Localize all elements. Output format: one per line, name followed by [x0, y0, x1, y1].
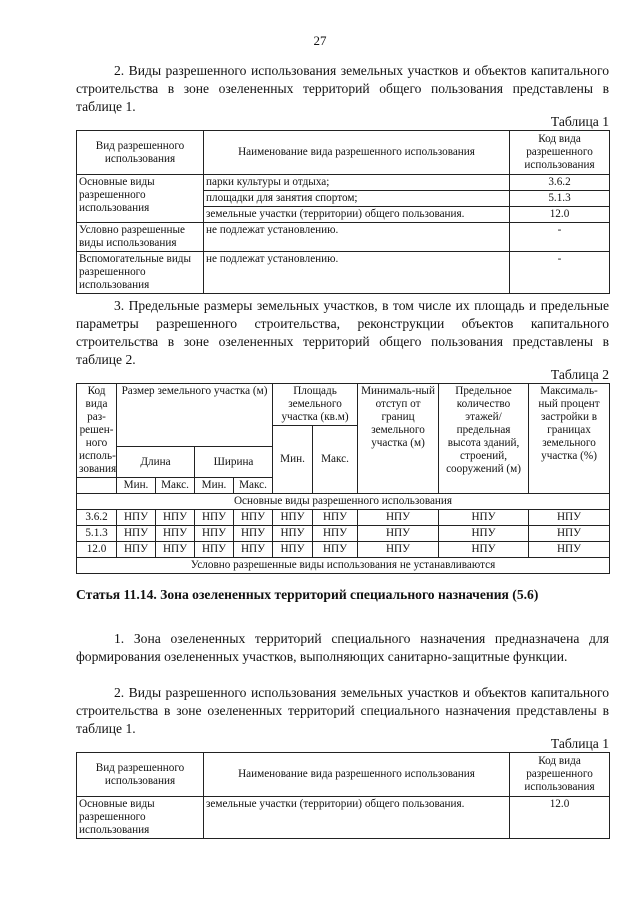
table1b-group-main: Основные виды разрешенного использования	[77, 797, 204, 839]
table1-row-name: площадки для занятия спортом;	[204, 191, 510, 207]
table2-cell: НПУ	[439, 526, 529, 542]
table2-header-code: Код вида раз-решен-ного исполь-зования	[77, 384, 117, 478]
table1-group-conditional: Условно разрешенные виды использования	[77, 223, 204, 252]
table2-cell-code: 3.6.2	[77, 510, 117, 526]
table2-header-width-min: Мин.	[195, 478, 234, 494]
table2-cell: НПУ	[273, 542, 313, 558]
table2-header-area-min: Мин.	[273, 426, 313, 494]
table2-cell: НПУ	[156, 542, 195, 558]
table1-group-auxiliary: Вспомогательные виды разрешенного использования	[77, 252, 204, 294]
page-number: 27	[313, 33, 327, 48]
table1-row-code: -	[510, 223, 610, 252]
table2-cell: НПУ	[234, 542, 273, 558]
table1b-header-name: Наименование вида разрешенного использования	[204, 753, 510, 797]
table2-header-length: Длина	[117, 447, 195, 478]
table1-header-type: Вид разрешенного использования	[77, 131, 204, 175]
table2-cell: НПУ	[529, 510, 610, 526]
table1-header-code: Код вида разрешенного использования	[510, 131, 610, 175]
table1-caption: Таблица 1	[550, 114, 609, 129]
table2-cell: НПУ	[117, 510, 156, 526]
table2-cell: НПУ	[117, 542, 156, 558]
table1b-uses	[76, 752, 610, 839]
table2-main-uses-title: Основные виды разрешенного использования	[77, 494, 610, 510]
table2-header-width-max: Макс.	[234, 478, 273, 494]
table2-header-code-cont	[77, 478, 117, 494]
table1b-header-code: Код вида разрешенного использования	[510, 753, 610, 797]
paragraph-special-uses: 2. Виды разрешенного использования земельных участков и объектов капитального строительства в зоне озелененных территорий специального назначения представлены в таблице 1.	[76, 685, 609, 736]
table2-cell: НПУ	[358, 542, 439, 558]
table1-uses	[76, 130, 610, 294]
table2-header-percent: Максималь-ный процент застройки в границах земельного участка (%)	[529, 384, 610, 494]
table2-cell: НПУ	[529, 542, 610, 558]
table2-cell: НПУ	[195, 526, 234, 542]
table2-cell: НПУ	[195, 542, 234, 558]
table2-cell: НПУ	[313, 510, 358, 526]
table2-limits	[76, 383, 610, 574]
table2-cell: НПУ	[529, 526, 610, 542]
table2-cell: НПУ	[313, 542, 358, 558]
paragraph-zone-uses: 2. Виды разрешенного использования земельных участков и объектов капитального строительства в зоне озелененных территорий общего пользования представлены в таблице 1.	[76, 63, 609, 114]
table2-cell: НПУ	[358, 510, 439, 526]
table2-cell: НПУ	[156, 510, 195, 526]
table2-cell: НПУ	[439, 542, 529, 558]
table2-header-area-max: Макс.	[313, 426, 358, 494]
table-row	[77, 526, 610, 542]
table2-cell: НПУ	[358, 526, 439, 542]
table1-row-code: 5.1.3	[510, 191, 610, 207]
table1b-caption: Таблица 1	[550, 736, 609, 751]
table1b-header-type: Вид разрешенного использования	[77, 753, 204, 797]
table1-row-name: земельные участки (территории) общего пользования.	[204, 207, 510, 223]
table-row	[77, 510, 610, 526]
table2-header-length-min: Мин.	[117, 478, 156, 494]
table2-cell: НПУ	[234, 510, 273, 526]
table1-row-name: не подлежат установлению.	[204, 252, 510, 294]
table1-row-code: 12.0	[510, 207, 610, 223]
table2-cell: НПУ	[234, 526, 273, 542]
table1-row-code: -	[510, 252, 610, 294]
table2-cell-code: 12.0	[77, 542, 117, 558]
table2-cell-code: 5.1.3	[77, 526, 117, 542]
table1-row-name: парки культуры и отдыха;	[204, 175, 510, 191]
table2-cell: НПУ	[273, 510, 313, 526]
table1-header-name: Наименование вида разрешенного использования	[204, 131, 510, 175]
table1-row-code: 3.6.2	[510, 175, 610, 191]
table2-cell: НПУ	[439, 510, 529, 526]
table1-row-name: не подлежат установлению.	[204, 223, 510, 252]
paragraph-limits: 3. Предельные размеры земельных участков, в том числе их площадь и предельные параметры разрешенного строительства, реконструкции объектов капитального строительства в зоне озелененных территорий общего пользования представлены в таблице 2.	[76, 298, 609, 367]
table2-header-offset: Минималь-ный отступ от границ земельного участка (м)	[358, 384, 439, 494]
table2-cell: НПУ	[156, 526, 195, 542]
table2-cell: НПУ	[313, 526, 358, 542]
table2-header-size: Размер земельного участка (м)	[117, 384, 273, 447]
article-title: Статья 11.14. Зона озелененных территорий специального назначения (5.6)	[76, 587, 539, 602]
table1b-row-code: 12.0	[510, 797, 610, 839]
table2-footer-note: Условно разрешенные виды использования не устанавливаются	[77, 558, 610, 574]
table1-group-main: Основные виды разрешенного использования	[77, 175, 204, 223]
table2-cell: НПУ	[117, 526, 156, 542]
table2-header-area: Площадь земельного участка (кв.м)	[273, 384, 358, 426]
table2-cell: НПУ	[273, 526, 313, 542]
table1b-row-name: земельные участки (территории) общего пользования.	[204, 797, 510, 839]
table2-header-floors: Предельное количество этажей/ предельная высота зданий, строений, сооружений (м)	[439, 384, 529, 494]
table-row	[77, 542, 610, 558]
table2-header-width: Ширина	[195, 447, 273, 478]
table2-caption: Таблица 2	[550, 367, 609, 382]
table2-header-length-max: Макс.	[156, 478, 195, 494]
paragraph-zone-purpose: 1. Зона озелененных территорий специального назначения предназначена для формирования озелененных участков, выполняющих санитарно-защитные функции.	[76, 631, 609, 664]
table2-cell: НПУ	[195, 510, 234, 526]
